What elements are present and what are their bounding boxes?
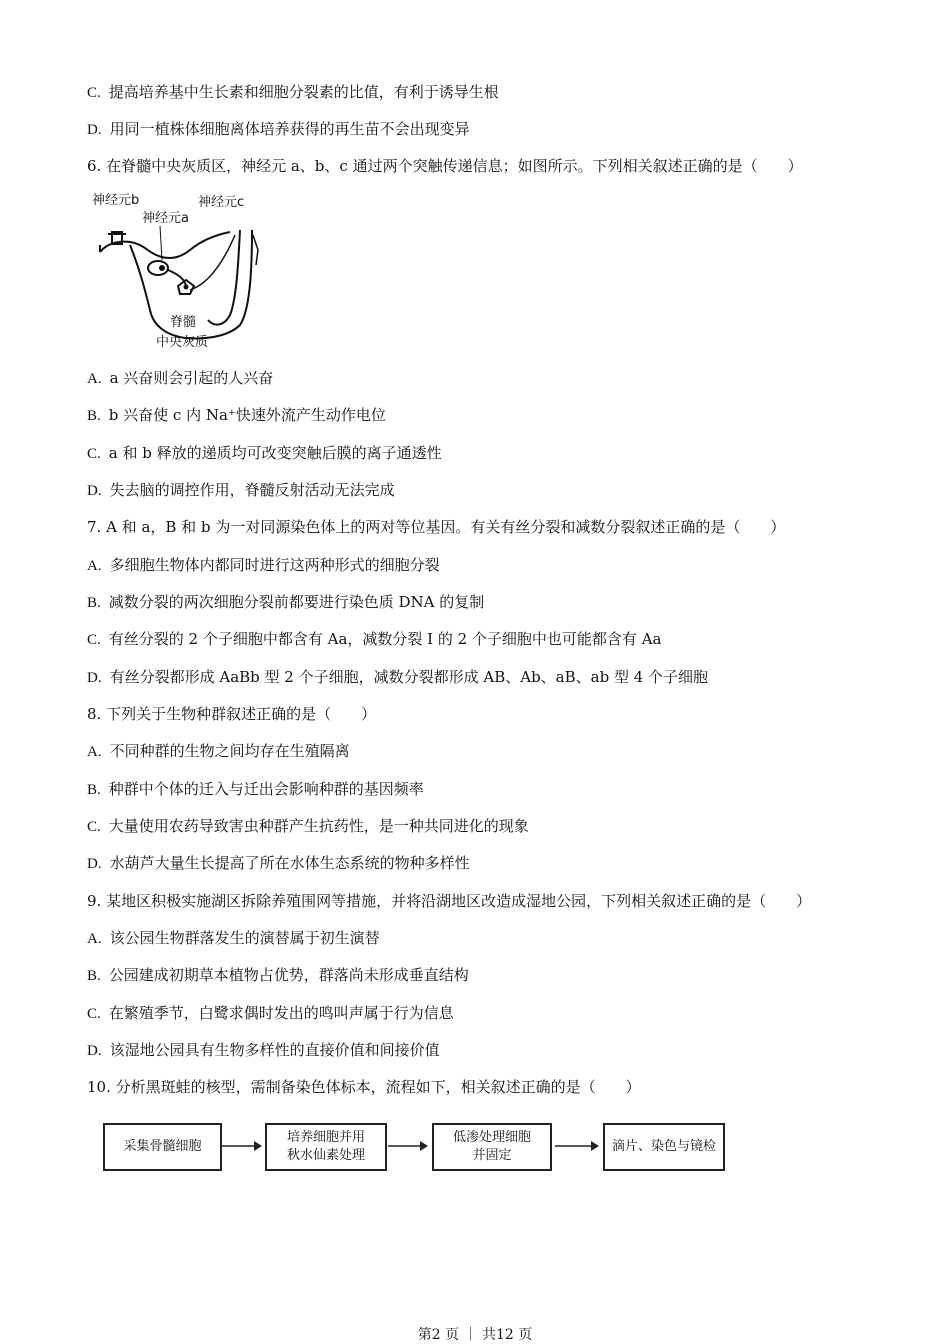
q8-option-c: C. 大量使用农药导致害虫种群产生抗药性，是一种共同进化的现象 (87, 817, 529, 835)
flow-arrow-2 (386, 1138, 430, 1154)
q9-stem: 9. 某地区积极实施湖区拆除养殖围网等措施，并将沿湖地区改造成湿地公园，下列相关叙述正确的是（ ） (87, 892, 812, 910)
q10-stem: 10. 分析黑斑蛙的核型，需制备染色体标本，流程如下，相关叙述正确的是（ ） (87, 1078, 641, 1096)
q9-option-b: B. 公园建成初期草本植物占优势，群落尚未形成垂直结构 (87, 966, 469, 984)
label-neuron-a: 神经元a (142, 211, 189, 226)
q6-option-b: B. b 兴奋使 c 内 Na⁺快速外流产生动作电位 (87, 406, 386, 424)
flow-step-2: 培养细胞并用 秋水仙素处理 (265, 1123, 387, 1171)
q7-option-d: D. 有丝分裂都形成 AaBb 型 2 个子细胞，减数分裂都形成 AB、Ab、aB、ab 型 4 个子细胞 (87, 668, 709, 686)
q6-option-c: C. a 和 b 释放的递质均可改变突触后膜的离子通透性 (87, 444, 442, 462)
neuron-c-axon (208, 230, 240, 325)
q5-option-d: D. 用同一植株体细胞离体培养获得的再生苗不会出现变异 (87, 120, 470, 138)
q9-option-c: C. 在繁殖季节，白鹭求偶时发出的鸣叫声属于行为信息 (87, 1004, 454, 1022)
q9-option-a: A. 该公园生物群落发生的演替属于初生演替 (87, 929, 380, 947)
label-neuron-b: 神经元b (92, 193, 140, 208)
q8-stem: 8. 下列关于生物种群叙述正确的是（ ） (87, 705, 377, 723)
neuron-c-nucleus (184, 285, 189, 290)
q8-option-b: B. 种群中个体的迁入与迁出会影响种群的基因频率 (87, 780, 424, 798)
q6-stem: 6. 在脊髓中央灰质区，神经元 a、b、c 通过两个突触传递信息；如图所示。下列相关叙述正确的是（ ） (87, 157, 803, 175)
label-a-leader (160, 226, 162, 260)
q7-option-c: C. 有丝分裂的 2 个子细胞中都含有 Aa，减数分裂 Ⅰ 的 2 个子细胞中也可能都含有 Aa (87, 630, 662, 648)
neuron-a-axon (168, 270, 186, 286)
spinal-cord-diagram (90, 190, 270, 355)
neuron-a-nucleus (159, 265, 165, 271)
q6-option-d: D. 失去脑的调控作用，脊髓反射活动无法完成 (87, 481, 395, 499)
q6-option-a: A. a 兴奋则会引起的人兴奋 (87, 369, 274, 387)
flow-step-4: 滴片、染色与镜检 (603, 1123, 725, 1171)
flow-step-3: 低渗处理细胞 并固定 (432, 1123, 552, 1171)
q8-option-a: A. 不同种群的生物之间均存在生殖隔离 (87, 742, 350, 760)
page-footer: 第2 页 ｜ 共12 页 (417, 1327, 533, 1343)
neuron-b-axon (100, 232, 230, 258)
flow-arrow-1 (220, 1138, 264, 1154)
q8-option-d: D. 水葫芦大量生长提高了所在水体生态系统的物种多样性 (87, 854, 470, 872)
q5-option-c: C. 提高培养基中生长素和细胞分裂素的比值，有利于诱导生根 (87, 83, 499, 101)
label-spinal: 脊髓 (170, 315, 197, 330)
q7-stem: 7. A 和 a，B 和 b 为一对同源染色体上的两对等位基因。有关有丝分裂和减数分裂叙述正确的是（ ） (87, 518, 786, 536)
label-central-grey: 中央灰质 (156, 335, 209, 350)
flow-step-1: 采集骨髓细胞 (103, 1123, 222, 1171)
neuron-c-dendrite (190, 235, 235, 290)
q7-option-b: B. 减数分裂的两次细胞分裂前都要进行染色质 DNA 的复制 (87, 593, 485, 611)
q9-option-d: D. 该湿地公园具有生物多样性的直接价值和间接价值 (87, 1041, 440, 1059)
label-neuron-c: 神经元c (198, 195, 245, 210)
q7-option-a: A. 多细胞生物体内都同时进行这两种形式的细胞分裂 (87, 556, 440, 574)
flow-arrow-3 (553, 1138, 601, 1154)
edge-tick (253, 235, 258, 265)
